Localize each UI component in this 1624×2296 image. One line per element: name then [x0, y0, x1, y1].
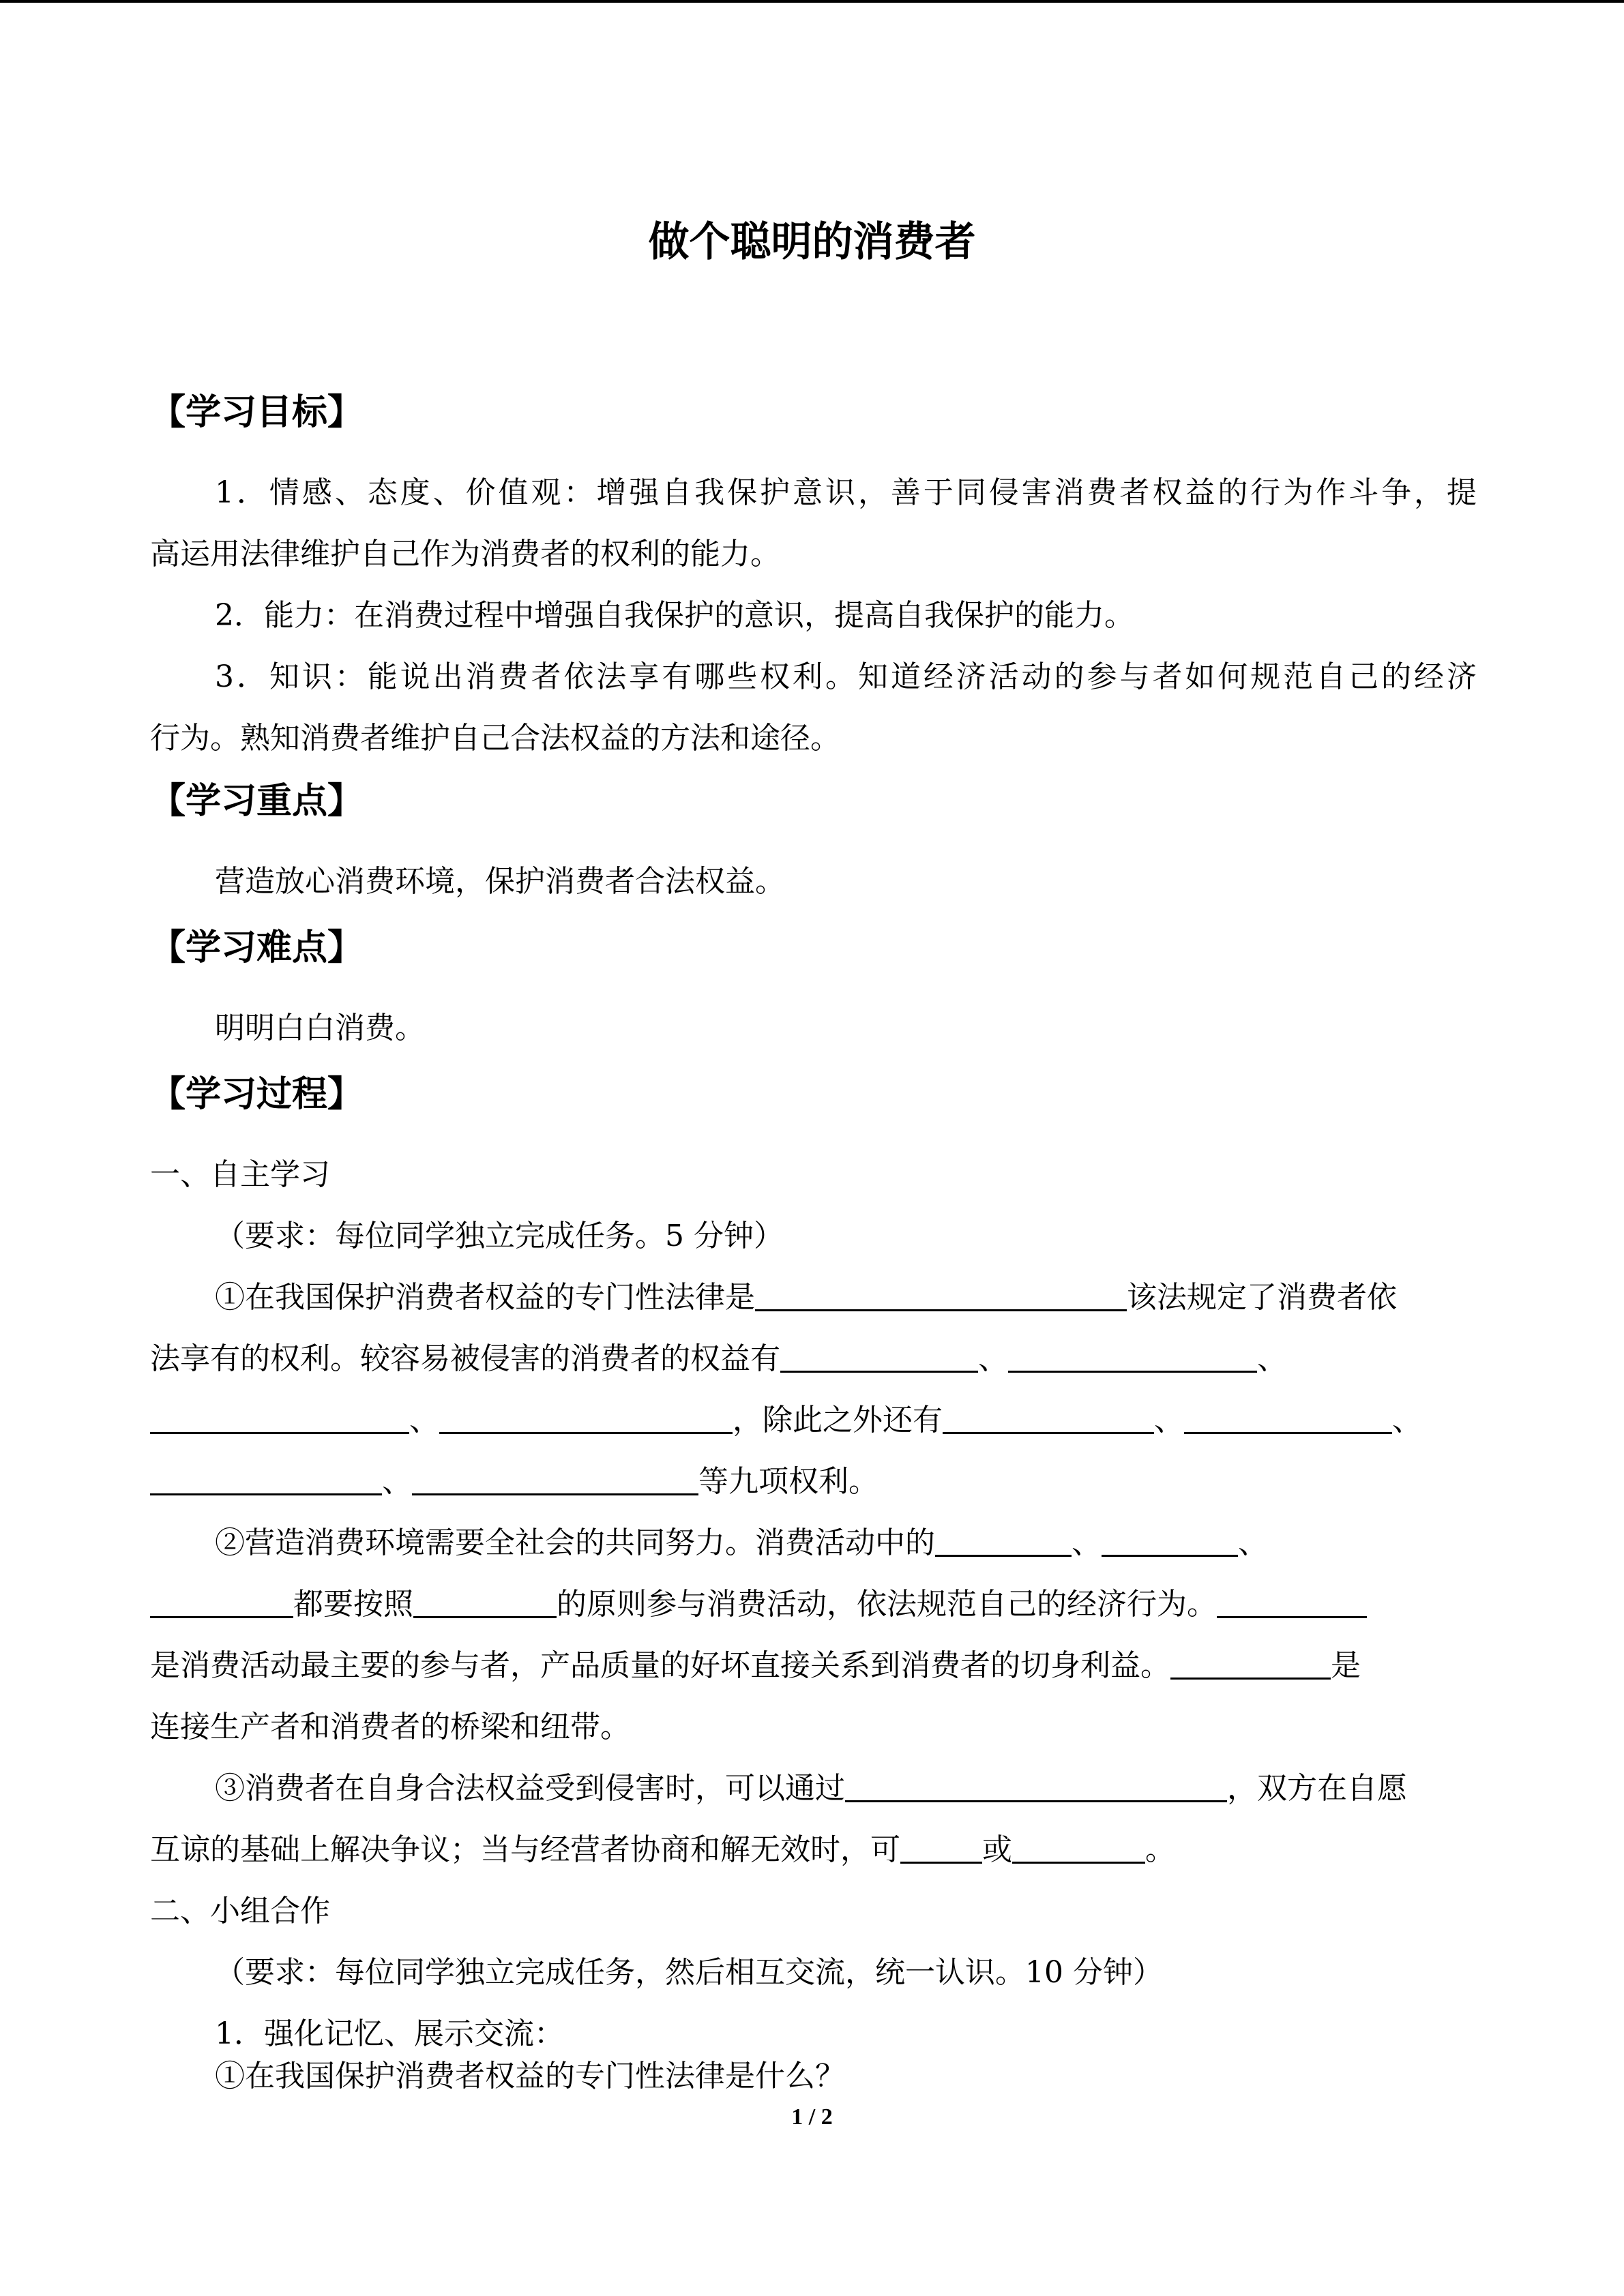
q1-text-d: ，除此之外还有	[733, 1403, 943, 1437]
fill-blank[interactable]	[900, 1829, 982, 1864]
fill-blank[interactable]	[780, 1338, 978, 1373]
q3-text-a: ③消费者在自身合法权益受到侵害时，可以通过	[215, 1771, 845, 1806]
separator: 、	[1072, 1525, 1102, 1560]
q3-line-2	[150, 1826, 1175, 1874]
q2-text-c: 的原则参与消费活动，依法规范自己的经济行为。	[557, 1587, 1217, 1622]
fill-blank[interactable]	[413, 1583, 557, 1618]
goal-item-3-line-1: 3．知识：能说出消费者依法享有哪些权利。知道经济活动的参与者如何规范自己的经济	[215, 659, 1477, 694]
fill-blank[interactable]	[150, 1461, 382, 1495]
q1-line-4	[150, 1458, 879, 1506]
fill-blank[interactable]	[1217, 1583, 1367, 1618]
fill-blank[interactable]	[1184, 1399, 1392, 1434]
heading-key-points: 【学习重点】	[150, 781, 364, 822]
q1-line-3	[150, 1397, 1422, 1444]
fill-blank[interactable]	[755, 1277, 1127, 1311]
q2-line-1	[215, 1519, 1268, 1567]
fill-blank[interactable]	[412, 1461, 698, 1495]
q2-line-3	[150, 1642, 1361, 1690]
section-2-requirement: （要求：每位同学独立完成任务，然后相互交流，统一认识。10 分钟）	[215, 1955, 1163, 1990]
q1-line-1	[215, 1274, 1397, 1322]
difficulties-text: 明明白白消费。	[215, 1011, 425, 1045]
goal-item-1-line-2: 高运用法律维护自己作为消费者的权利的能力。	[150, 537, 780, 571]
separator: 、	[409, 1403, 439, 1437]
page-title: 做个聪明的消费者	[648, 218, 976, 266]
q3-text-c: 互谅的基础上解决争议；当与经营者协商和解无效时，可	[150, 1832, 900, 1867]
separator: 、	[1257, 1341, 1287, 1376]
q1-text-e: 等九项权利。	[698, 1464, 879, 1499]
q1-text-c: 法享有的权利。较容易被侵害的消费者的权益有	[150, 1341, 780, 1376]
fill-blank[interactable]	[845, 1768, 1227, 1802]
fill-blank[interactable]	[1102, 1522, 1238, 1557]
top-border	[0, 0, 1624, 3]
q2-text-e: 是	[1331, 1648, 1361, 1683]
fill-blank[interactable]	[943, 1399, 1154, 1434]
separator: 、	[1154, 1403, 1184, 1437]
q1-text-a: ①在我国保护消费者权益的专门性法律是	[215, 1280, 755, 1315]
separator: 、	[1238, 1525, 1268, 1560]
q2-line-2	[150, 1581, 1367, 1628]
fill-blank[interactable]	[1008, 1338, 1257, 1373]
goal-item-1-line-1: 1．情感、态度、价值观：增强自我保护意识，善于同侵害消费者权益的行为作斗争，提	[215, 475, 1477, 510]
q3-text-e: 。	[1145, 1832, 1175, 1867]
q2-text-b: 都要按照	[293, 1587, 413, 1622]
heading-goals: 【学习目标】	[150, 392, 364, 433]
section-1-title: 一、自主学习	[150, 1157, 330, 1192]
fill-blank[interactable]	[1170, 1645, 1331, 1680]
fill-blank[interactable]	[150, 1399, 409, 1434]
separator: 、	[382, 1464, 412, 1499]
section-2-title: 二、小组合作	[150, 1894, 330, 1928]
fill-blank[interactable]	[935, 1522, 1072, 1557]
q2-text-a: ②营造消费环境需要全社会的共同努力。消费活动中的	[215, 1525, 935, 1560]
section-1-requirement: （要求：每位同学独立完成任务。5 分钟）	[215, 1219, 784, 1253]
q1-line-2	[150, 1335, 1287, 1383]
separator: 、	[978, 1341, 1008, 1376]
q2-text-d: 是消费活动最主要的参与者，产品质量的好坏直接关系到消费者的切身利益。	[150, 1648, 1170, 1683]
section-2-item-1: 1．强化记忆、展示交流：	[215, 2016, 564, 2051]
fill-blank[interactable]	[439, 1399, 733, 1434]
goal-item-3-line-2: 行为。熟知消费者维护自己合法权益的方法和途径。	[150, 721, 840, 756]
section-2-question-1: ①在我国保护消费者权益的专门性法律是什么？	[215, 2059, 845, 2093]
fill-blank[interactable]	[1012, 1829, 1145, 1864]
q3-line-1	[215, 1765, 1407, 1813]
q3-text-b: ，双方在自愿	[1227, 1771, 1407, 1806]
key-points-text: 营造放心消费环境，保护消费者合法权益。	[215, 864, 785, 899]
separator: 、	[1392, 1403, 1422, 1437]
fill-blank[interactable]	[150, 1583, 293, 1618]
heading-process: 【学习过程】	[150, 1074, 364, 1115]
page-number: 1 / 2	[791, 2104, 833, 2130]
q1-text-b: 该法规定了消费者依	[1127, 1280, 1397, 1315]
goal-item-2: 2．能力：在消费过程中增强自我保护的意识，提高自我保护的能力。	[215, 598, 1134, 633]
q3-text-d: 或	[982, 1832, 1012, 1867]
heading-difficulties: 【学习难点】	[150, 927, 364, 968]
q2-line-4: 连接生产者和消费者的桥梁和纽带。	[150, 1710, 630, 1744]
